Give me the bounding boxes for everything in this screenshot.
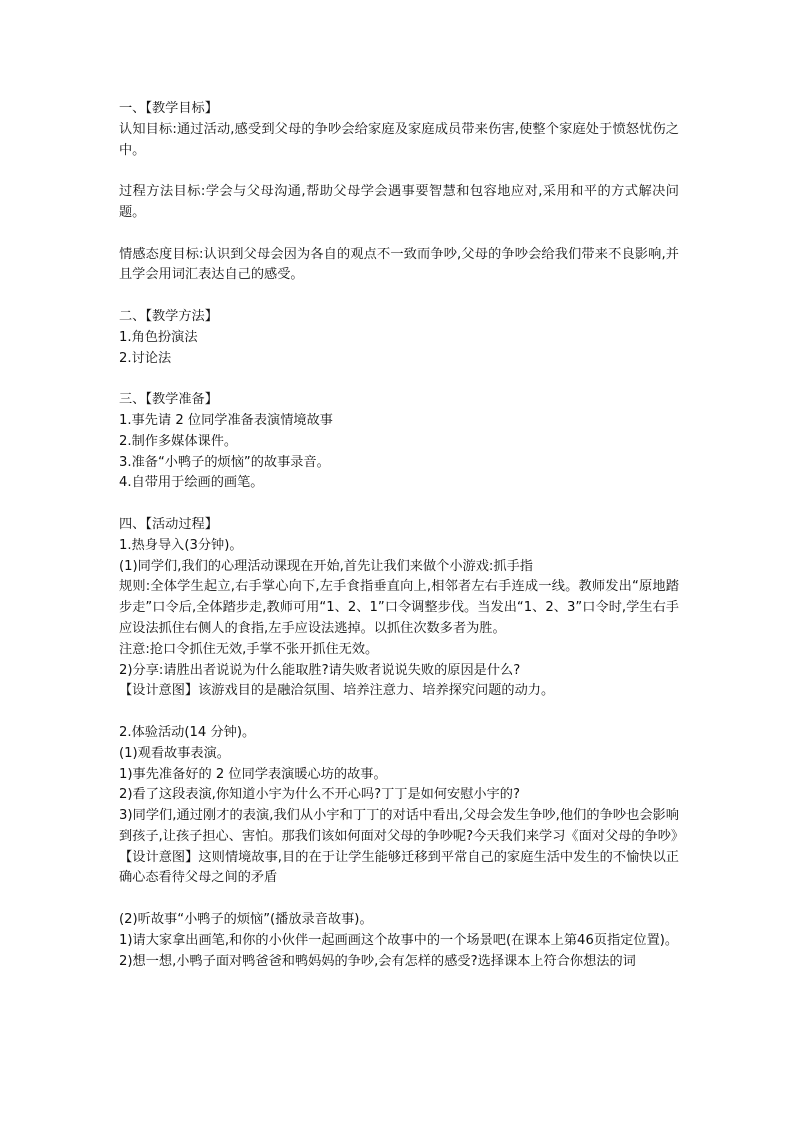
spacer	[119, 224, 679, 245]
section-heading-preparation: 三、【教学准备】	[119, 392, 218, 408]
cognitive-goal: 认知目标:通过活动,感受到父母的争吵会给家庭及家庭成员带来伤害,使整个家庭处于愤怒忧伤之中。	[119, 121, 679, 158]
step-paragraph: (1)同学们,我们的心理活动课现在开始,首先让我们来做个小游戏:抓手指	[119, 558, 533, 574]
spacer	[119, 369, 679, 390]
design-intent: 【设计意图】这则情境故事,目的在于让学生能够迁移到平常自己的家庭生活中发生的不愉快以正确心态看待父母之间的矛盾	[119, 849, 679, 886]
spacer	[119, 702, 679, 723]
section-heading-methods: 二、【教学方法】	[119, 308, 218, 324]
spacer	[119, 889, 679, 910]
prep-item: 1.事先请 2 位同学准备表演情境故事	[119, 412, 333, 428]
step-item: 2)看了这段表演,你知道小宇为什么不开心吗?丁丁是如何安慰小宇的?	[119, 787, 520, 803]
spacer	[119, 494, 679, 515]
emotion-goal: 情感态度目标:认识到父母会因为各自的观点不一致而争吵,父母的争吵会给我们带来不良影响,并且学会用词汇表达自己的感受。	[119, 246, 679, 283]
game-note: 注意:抢口令抓住无效,手掌不张开抓住无效。	[119, 641, 379, 657]
section-heading-goals: 一、【教学目标】	[119, 101, 218, 116]
step-title: 2.体验活动(14 分钟)。	[119, 724, 256, 740]
spacer	[119, 161, 679, 182]
prep-item: 4.自带用于绘画的画笔。	[119, 475, 264, 491]
sub-step-title: (2)听故事“小鸭子的烦恼”(播放录音故事)。	[119, 912, 373, 928]
section-heading-process: 四、【活动过程】	[119, 516, 218, 532]
step-title: 1.热身导入(3分钟)。	[119, 537, 243, 553]
step-item: 1)事先准备好的 2 位同学表演暖心坊的故事。	[119, 766, 387, 782]
step-item: 3)同学们,通过刚才的表演,我们从小宇和丁丁的对话中看出,父母会发生争吵,他们的争吵也会影响到孩子,让孩子担心、害怕。那我们该如何面对父母的争吵呢?今天我们来学习《面对父母的争吵》	[119, 808, 685, 844]
method-item: 1.角色扮演法	[119, 329, 198, 345]
method-item: 2.讨论法	[119, 350, 172, 366]
design-intent: 【设计意图】该游戏目的是融洽氛围、培养注意力、培养探究问题的动力。	[119, 683, 555, 699]
spacer	[119, 286, 679, 307]
process-goal: 过程方法目标:学会与父母沟通,帮助父母学会遇事要智慧和包容地应对,采用和平的方式解决问题。	[119, 184, 679, 220]
sub-step-title: (1)观看故事表演。	[119, 745, 230, 761]
game-rules: 规则:全体学生起立,右手掌心向下,左手食指垂直向上,相邻者左右手连成一线。教师发出“原地踏步走”口令后,全体踏步走,教师可用“1、2、1”口令调整步伐。当发出“1、2、3”口令时,学生右手应设法抓住右侧人的食指,左手应设法逃掉。以抓住次数多者为胜。	[119, 579, 679, 636]
prep-item: 2.制作多媒体课件。	[119, 433, 238, 449]
step-item: 2)想一想,小鸭子面对鸭爸爸和鸭妈妈的争吵,会有怎样的感受?选择课本上符合你想法的词	[119, 953, 636, 969]
step-item: 1)请大家拿出画笔,和你的小伙伴一起画画这个故事中的一个场景吧(在课本上第46页指定位置)。	[119, 932, 679, 948]
document-page	[119, 99, 685, 972]
prep-item: 3.准备“小鸭子的烦恼”的故事录音。	[119, 454, 330, 470]
share-question: 2)分享:请胜出者说说为什么能取胜?请失败者说说失败的原因是什么?	[119, 662, 521, 678]
